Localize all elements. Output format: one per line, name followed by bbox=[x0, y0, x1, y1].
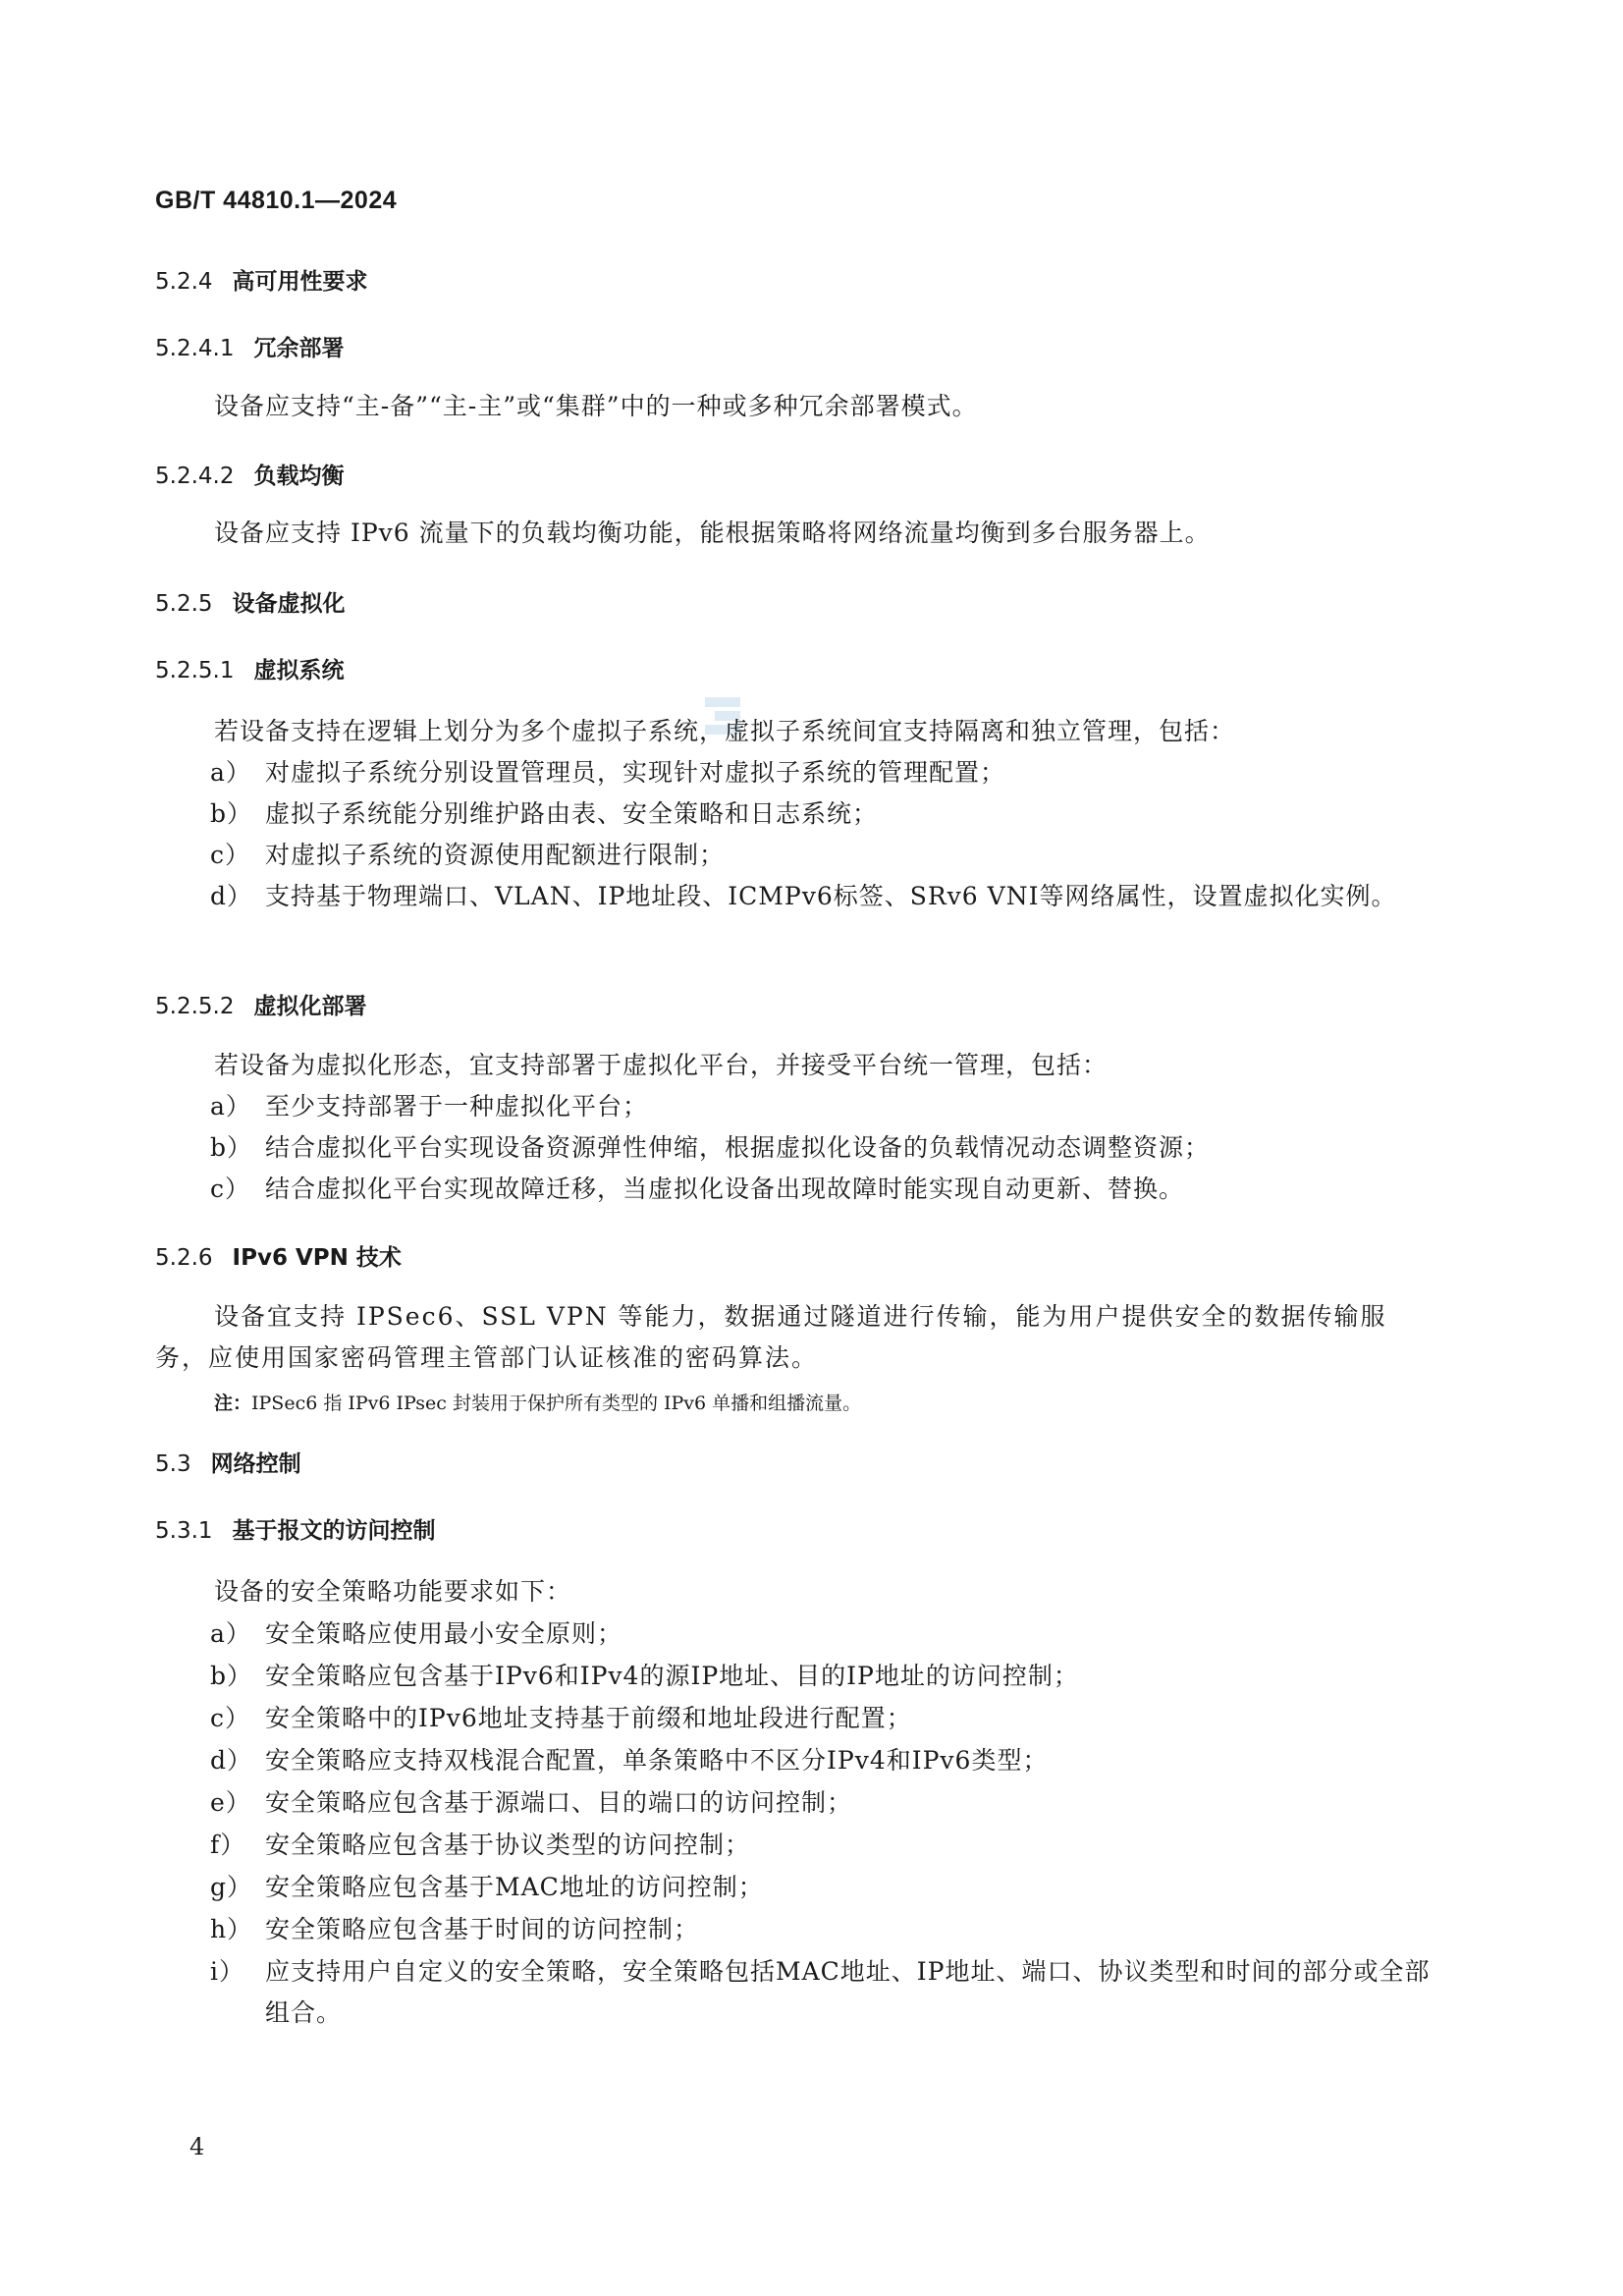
list-marker: d） bbox=[210, 1746, 253, 1775]
section-title: 冗余部署 bbox=[253, 336, 345, 361]
list-text: 结合虚拟化平台实现故障迁移，当虚拟化设备出现故障时能实现自动更新、替换。 bbox=[265, 1175, 1185, 1203]
list-text: 应支持用户自定义的安全策略，安全策略包括MAC地址、IP地址、端口、协议类型和时间的部分或全部组合。 bbox=[265, 1957, 1431, 2027]
list-marker: c） bbox=[210, 1704, 251, 1732]
list-marker: a） bbox=[210, 758, 251, 787]
section-number: 5.2.6 bbox=[155, 1245, 213, 1271]
section-heading bbox=[155, 652, 344, 684]
list-item bbox=[210, 1740, 1428, 1781]
list-item bbox=[210, 1825, 1428, 1866]
list-text: 安全策略中的IPv6地址支持基于前缀和地址段进行配置； bbox=[265, 1704, 912, 1732]
list-item bbox=[210, 1909, 1428, 1950]
list-text: 安全策略应包含基于时间的访问控制； bbox=[265, 1915, 700, 1943]
list-marker: d） bbox=[210, 882, 253, 910]
section-title: IPv6 VPN 技术 bbox=[232, 1245, 402, 1271]
list-item bbox=[210, 1782, 1428, 1824]
list-text: 对虚拟子系统分别设置管理员，实现针对虚拟子系统的管理配置； bbox=[265, 758, 1006, 787]
page-number: 4 bbox=[189, 2133, 205, 2160]
list-text: 至少支持部署于一种虚拟化平台； bbox=[265, 1092, 649, 1121]
section-heading bbox=[155, 330, 344, 362]
list-text: 对虚拟子系统的资源使用配额进行限制； bbox=[265, 841, 726, 869]
section-number: 5.2.5.1 bbox=[155, 658, 235, 683]
section-number: 5.2.5 bbox=[155, 591, 213, 617]
section-heading bbox=[155, 1239, 402, 1272]
paragraph: 设备应支持 IPv6 流量下的负载均衡功能，能根据策略将网络流量均衡到多台服务器上。 bbox=[214, 519, 1211, 547]
section-title: 虚拟系统 bbox=[253, 658, 345, 683]
list-marker: b） bbox=[210, 1133, 253, 1162]
section-heading bbox=[155, 1446, 301, 1478]
list-item bbox=[210, 1086, 1428, 1127]
section-title: 基于报文的访问控制 bbox=[232, 1518, 436, 1544]
list-text: 安全策略应支持双栈混合配置，单条策略中不区分IPv4和IPv6类型； bbox=[265, 1746, 1049, 1775]
list-item bbox=[210, 1127, 1428, 1169]
section-number: 5.2.4 bbox=[155, 269, 213, 295]
list-marker: i） bbox=[210, 1957, 244, 1986]
list-item bbox=[210, 1951, 1431, 2034]
note-text: IPSec6 指 IPv6 IPsec 封装用于保护所有类型的 IPv6 单播和组播流量。 bbox=[251, 1393, 862, 1414]
section-heading bbox=[155, 1512, 436, 1545]
list-text: 结合虚拟化平台实现设备资源弹性伸缩，根据虚拟化设备的负载情况动态调整资源； bbox=[265, 1133, 1211, 1162]
list-text: 安全策略应包含基于IPv6和IPv4的源IP地址、目的IP地址的访问控制； bbox=[265, 1662, 1079, 1690]
list-marker: e） bbox=[210, 1788, 251, 1817]
paragraph: 设备的安全策略功能要求如下： bbox=[214, 1577, 572, 1606]
note-label: 注： bbox=[214, 1393, 252, 1414]
list-item bbox=[210, 1169, 1428, 1210]
list-item bbox=[210, 752, 1428, 793]
section-title: 负载均衡 bbox=[253, 464, 345, 489]
section-title: 设备虚拟化 bbox=[232, 591, 346, 617]
section-title: 虚拟化部署 bbox=[253, 994, 367, 1019]
section-number: 5.3.1 bbox=[155, 1518, 213, 1544]
section-title: 网络控制 bbox=[210, 1451, 301, 1477]
paragraph: 若设备支持在逻辑上划分为多个虚拟子系统，虚拟子系统间宜支持隔离和独立管理，包括： bbox=[214, 717, 1236, 745]
section-number: 5.3 bbox=[155, 1451, 191, 1477]
list-item bbox=[210, 835, 1428, 876]
list-item bbox=[210, 1698, 1428, 1739]
section-heading bbox=[155, 458, 344, 490]
list-item bbox=[210, 793, 1428, 835]
list-item bbox=[210, 1867, 1428, 1908]
list-text: 安全策略应使用最小安全原则； bbox=[265, 1619, 623, 1648]
list-marker: c） bbox=[210, 1175, 251, 1203]
list-text: 虚拟子系统能分别维护路由表、安全策略和日志系统； bbox=[265, 799, 879, 828]
section-title: 高可用性要求 bbox=[232, 269, 368, 295]
list-marker: c） bbox=[210, 841, 251, 869]
list-item bbox=[210, 1656, 1428, 1697]
list-text: 支持基于物理端口、VLAN、IP地址段、ICMPv6标签、SRv6 VNI等网络属性，设置虚拟化实例。 bbox=[265, 882, 1397, 910]
section-heading bbox=[155, 585, 346, 618]
list-marker: b） bbox=[210, 799, 253, 828]
list-text: 安全策略应包含基于协议类型的访问控制； bbox=[265, 1831, 751, 1859]
section-heading bbox=[155, 988, 366, 1020]
paragraph: 设备宜支持 IPSec6、SSL VPN 等能力，数据通过隧道进行传输，能为用户提供安全的数据传输服务，应使用国家密码管理主管部门认证核准的密码算法。 bbox=[155, 1302, 1387, 1372]
list-item bbox=[210, 876, 1428, 917]
section-heading bbox=[155, 263, 368, 296]
list-item bbox=[210, 1613, 1428, 1655]
list-marker: b） bbox=[210, 1662, 253, 1690]
list-marker: h） bbox=[210, 1915, 253, 1943]
list-marker: a） bbox=[210, 1092, 251, 1121]
list-marker: g） bbox=[210, 1873, 253, 1901]
list-marker: f） bbox=[210, 1831, 246, 1859]
section-number: 5.2.4.2 bbox=[155, 464, 235, 489]
standard-code-header: GB/T 44810.1—2024 bbox=[155, 187, 398, 214]
list-text: 安全策略应包含基于MAC地址的访问控制； bbox=[265, 1873, 764, 1901]
list-text: 安全策略应包含基于源端口、目的端口的访问控制； bbox=[265, 1788, 853, 1817]
section-number: 5.2.4.1 bbox=[155, 336, 235, 361]
note bbox=[214, 1389, 861, 1415]
paragraph: 若设备为虚拟化形态，宜支持部署于虚拟化平台，并接受平台统一管理，包括： bbox=[214, 1051, 1109, 1079]
section-number: 5.2.5.2 bbox=[155, 994, 235, 1019]
list-marker: a） bbox=[210, 1619, 251, 1648]
paragraph: 设备应支持“主-备”“主-主”或“集群”中的一种或多种冗余部署模式。 bbox=[214, 392, 978, 420]
